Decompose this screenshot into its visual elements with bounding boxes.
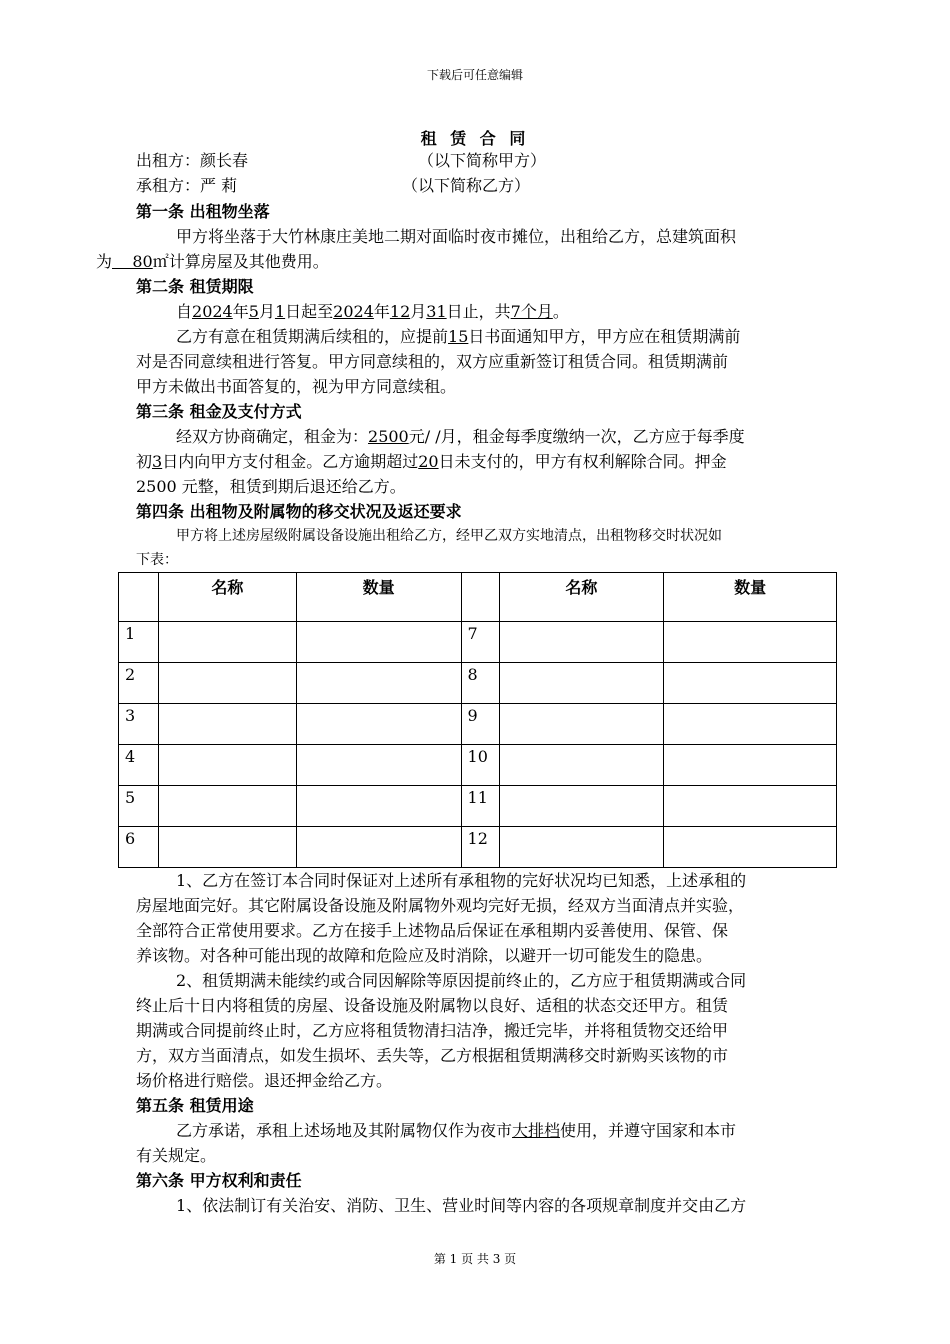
article-1-line-1: 甲方将坐落于大竹林康庄美地二期对面临时夜市摊位，出租给乙方，总建筑面积 [176,227,737,246]
table-header-row [119,573,837,622]
col-name-left: 名称 [158,573,296,622]
lessor-duties-paragraph: 1、依法制订有关治安、消防、卫生、营业时间等内容的各项规章制度并交由乙方 [176,1196,747,1215]
article-6-heading: 第六条 甲方权利和责任 [136,1171,302,1190]
article-4-heading: 第四条 出租物及附属物的移交状况及返还要求 [136,502,462,521]
payment-days: 3 [152,452,163,471]
area-value: 80 [112,252,153,271]
col-qty-right: 数量 [664,573,837,622]
lessee-line [136,173,237,198]
rent-paragraph: 经双方协商确定，租金为：2500元/ /月，租金每季度缴纳一次，乙方应于每季度 初3日内向甲方支付租金。乙方逾期超过20日未支付的，甲方有权利解除合同。押金 2500 元整，租赁到期后退还给乙方。 [136,427,745,496]
lessee-label: 承租方：严 莉 [136,176,238,195]
usage-paragraph: 乙方承诺，承租上述场地及其附属物仅作为夜市大排档使用，并遵守国家和本市 有关规定。 [136,1121,737,1165]
article-3-heading: 第三条 租金及支付方式 [136,402,302,421]
lessor-line [136,148,248,173]
handover-intro: 甲方将上述房屋级附属设备设施出租给乙方，经甲乙双方实地清点，出租物移交时状况如 下表： [136,528,722,568]
table-row: 3 9 [119,704,837,745]
document-title: 租 赁 合 同 [420,129,530,148]
notice-days: 15 [448,327,469,346]
end-month: 12 [389,302,411,321]
overdue-days: 20 [418,452,439,471]
lessee-note: （以下简称乙方） [402,176,531,195]
lessor-label: 出租方：颜长春 [136,151,249,170]
end-year: 2024 [333,302,374,321]
article-5-heading: 第五条 租赁用途 [136,1096,254,1115]
rent-amount: 2500 [368,427,409,446]
page-footer: 第 1 页 共 3 页 [433,1252,517,1266]
table-row: 5 11 [119,786,837,827]
col-name-right: 名称 [499,573,664,622]
col-qty-left: 数量 [296,573,461,622]
lease-duration: 7个月 [510,302,553,321]
article-2-heading: 第二条 租赁期限 [136,277,254,296]
lease-term-line: 自2024年5月1日起至2024年12月31日止，共7个月。 [176,302,569,321]
table-row: 6 12 [119,827,837,868]
table-row: 4 10 [119,745,837,786]
article-1-heading: 第一条 出租物坐落 [136,202,270,221]
start-month: 5 [248,302,259,321]
article-1-paragraph [96,224,864,274]
table-row: 1 7 [119,622,837,663]
start-day: 1 [274,302,286,321]
usage-type: 大排档 [512,1121,561,1140]
table-row: 2 8 [119,663,837,704]
page-header: 下载后可任意编辑 [426,68,523,82]
article-1-line-2: 为 80㎡计算房屋及其他费用。 [96,252,329,271]
end-day: 31 [426,302,447,321]
start-year: 2024 [192,302,233,321]
lessor-note: （以下简称甲方） [418,151,547,170]
renewal-paragraph: 乙方有意在租赁期满后续租的，应提前15日书面通知甲方，甲方应在租赁期满前 对是否同意续租进行答复。甲方同意续租的，双方应重新签订租赁合同。租赁期满前 甲方未做出书面答复的，视为甲方同意续租。 [136,327,741,396]
clause-2: 2、租赁期满未能续约或合同因解除等原因提前终止的，乙方应于租赁期满或合同 终止后十日内将租赁的房屋、设备设施及附属物以良好、适租的状态交还甲方。租赁 期满或合同提前终止时，乙方应将租赁物清扫洁净，搬迁完毕，并将租赁物交还给甲 方，双方当面清点，如发生损坏、丢失等，乙方根据租赁期满移交时新购买该物的市 场价格进行赔偿。退还押金给乙方。 [136,971,747,1090]
handover-table [118,572,837,868]
clause-1: 1、乙方在签订本合同时保证对上述所有承租物的完好状况均已知悉，上述承租的 房屋地面完好。其它附属设备设施及附属物外观均完好无损，经双方当面清点并实验， 全部符合正常使用要求。乙方在接手上述物品后保证在承租期内妥善使用、保管、保 养该物。对各种可能出现的故障和危险应及时消除，以避开一切可能发生的隐患。 [136,871,747,965]
